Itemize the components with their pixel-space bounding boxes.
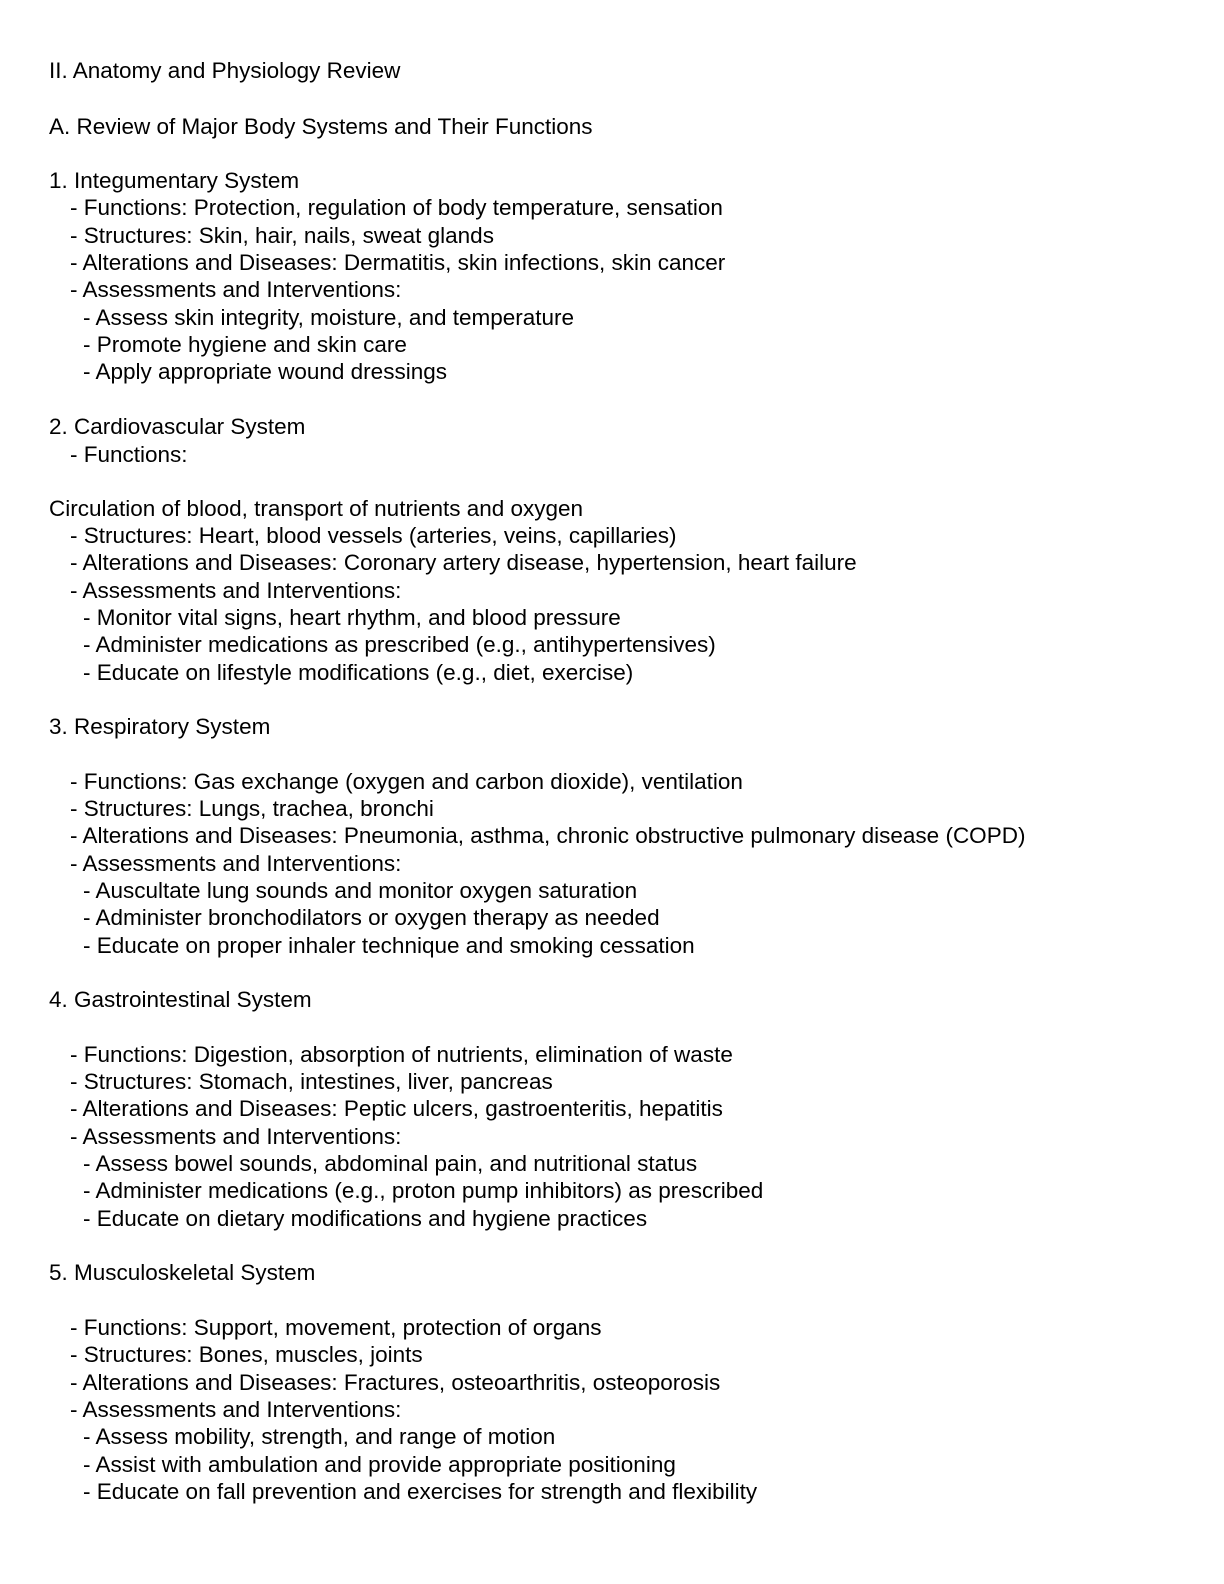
functions-line: - Functions: [70, 442, 188, 467]
structures-line: - Structures: Bones, muscles, joints [70, 1342, 423, 1367]
functions-line: - Functions: Protection, regulation of body temperature, sensation [70, 195, 723, 220]
intervention-item: - Assess bowel sounds, abdominal pain, and nutritional status [83, 1151, 698, 1176]
intervention-item: - Educate on fall prevention and exercises for strength and flexibility [83, 1479, 758, 1504]
assessments-heading: - Assessments and Interventions: [70, 277, 402, 302]
diseases-line: - Alterations and Diseases: Dermatitis, skin infections, skin cancer [70, 250, 726, 275]
intervention-item: - Administer medications as prescribed (e.g., antihypertensives) [83, 632, 716, 657]
functions-line: - Functions: Gas exchange (oxygen and carbon dioxide), ventilation [70, 769, 743, 794]
page-heading: II. Anatomy and Physiology Review [49, 58, 401, 83]
intervention-item: - Educate on dietary modifications and hygiene practices [83, 1206, 648, 1231]
intervention-item: - Assess skin integrity, moisture, and temperature [83, 305, 575, 330]
functions-line: - Functions: Support, movement, protection of organs [70, 1315, 602, 1340]
system-title-musculoskeletal: 5. Musculoskeletal System [49, 1260, 316, 1285]
structures-line: - Structures: Lungs, trachea, bronchi [70, 796, 434, 821]
diseases-line: - Alterations and Diseases: Coronary artery disease, hypertension, heart failure [70, 550, 857, 575]
assessments-heading: - Assessments and Interventions: [70, 578, 402, 603]
assessments-heading: - Assessments and Interventions: [70, 851, 402, 876]
intervention-item: - Administer medications (e.g., proton pump inhibitors) as prescribed [83, 1178, 764, 1203]
assessments-heading: - Assessments and Interventions: [70, 1124, 402, 1149]
structures-line: - Structures: Heart, blood vessels (arteries, veins, capillaries) [70, 523, 677, 548]
intervention-item: - Assess mobility, strength, and range of motion [83, 1424, 556, 1449]
system-title-respiratory: 3. Respiratory System [49, 714, 271, 739]
intervention-item: - Educate on proper inhaler technique and smoking cessation [83, 933, 695, 958]
diseases-line: - Alterations and Diseases: Pneumonia, asthma, chronic obstructive pulmonary disease (COPD) [70, 823, 1026, 848]
intervention-item: - Assist with ambulation and provide appropriate positioning [83, 1452, 676, 1477]
assessments-heading: - Assessments and Interventions: [70, 1397, 402, 1422]
intervention-item: - Administer bronchodilators or oxygen therapy as needed [83, 905, 660, 930]
diseases-line: - Alterations and Diseases: Fractures, osteoarthritis, osteoporosis [70, 1370, 721, 1395]
diseases-line: - Alterations and Diseases: Peptic ulcers, gastroenteritis, hepatitis [70, 1096, 723, 1121]
system-title-cardiovascular: 2. Cardiovascular System [49, 414, 306, 439]
intervention-item: - Educate on lifestyle modifications (e.g., diet, exercise) [83, 660, 634, 685]
intervention-item: - Apply appropriate wound dressings [83, 359, 447, 384]
intervention-item: - Promote hygiene and skin care [83, 332, 407, 357]
structures-line: - Structures: Skin, hair, nails, sweat glands [70, 223, 494, 248]
intervention-item: - Monitor vital signs, heart rhythm, and blood pressure [83, 605, 621, 630]
intervention-item: - Auscultate lung sounds and monitor oxygen saturation [83, 878, 638, 903]
system-title-integumentary: 1. Integumentary System [49, 168, 300, 193]
section-title: A. Review of Major Body Systems and Their Functions [49, 114, 593, 139]
structures-line: - Structures: Stomach, intestines, liver, pancreas [70, 1069, 553, 1094]
functions-line: - Functions: Digestion, absorption of nutrients, elimination of waste [70, 1042, 733, 1067]
functions-continued-line: Circulation of blood, transport of nutrients and oxygen [49, 496, 584, 521]
system-title-gastrointestinal: 4. Gastrointestinal System [49, 987, 312, 1012]
